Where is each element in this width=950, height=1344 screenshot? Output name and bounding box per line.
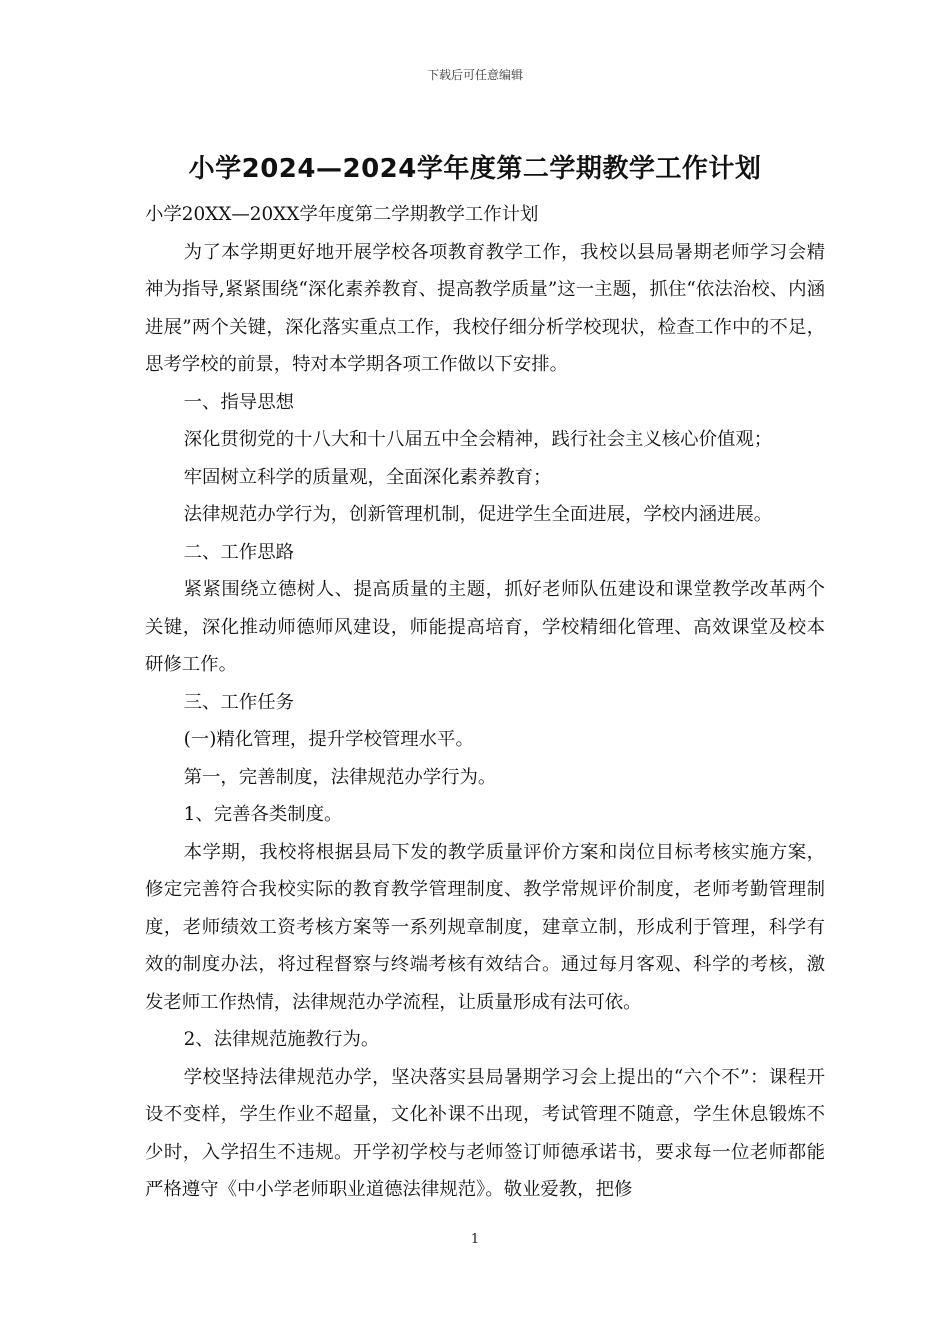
paragraph: 牢固树立科学的质量观，全面深化素养教育； — [183, 466, 552, 488]
paragraph: 紧紧围绕立德树人、提高质量的主题，抓好老师队伍建设和课堂教学改革两个关键，深化推动师德师风建设，师能提高培育，学校精细化管理、高效课堂及校本研修工作。 — [145, 579, 825, 675]
paragraph: 第一，完善制度，法律规范办学行为。 — [183, 766, 497, 788]
list-item-heading: 1、完善各类制度。 — [183, 804, 343, 825]
paragraph: 法律规范办学行为，创新管理机制，促进学生全面进展，学校内涵进展。 — [183, 504, 773, 525]
paragraph: 为了本学期更好地开展学校各项教育教学工作，我校以县局暑期老师学习会精神为指导,紧紧围绕“深化素养教育、提高教学质量”这一主题，抓住“依法治校、内涵进展”两个关键，深化落实重点工作，我校仔细分析学校现状，检查工作中的不足，思考学校的前景，特对本学期各项工作做以下安排。 — [145, 241, 825, 375]
section-heading: 一、指导思想 — [183, 391, 294, 413]
page-number: 1 — [470, 1232, 480, 1247]
paragraph: 学校坚持法律规范办学，坚决落实县局暑期学习会上提出的“六个不”：课程开设不变样，学生作业不超量，文化补课不出现，考试管理不随意，学生休息锻炼不少时，入学招生不违规。开学初学校与老师签订师德承诺书，要求每一位老师都能严格遵守《中小学老师职业道德法律规范》。敬业爱教，把修 — [145, 1066, 825, 1200]
subsection-heading: (一)精化管理，提升学校管理水平。 — [183, 729, 474, 750]
paragraph: 小学20XX—20XX学年度第二学期教学工作计划 — [145, 204, 539, 225]
section-heading: 二、工作思路 — [183, 541, 294, 563]
document-body — [145, 196, 825, 1209]
paragraph: 本学期，我校将根据县局下发的教学质量评价方案和岗位目标考核实施方案，修定完善符合我校实际的教育教学管理制度、教学常规评价制度，老师考勤管理制度，老师绩效工资考核方案等一系列规章制度，建章立制，形成利于管理，科学有效的制度办法，将过程督察与终端考核有效结合。通过每月客观、科学的考核，激发老师工作热情，法律规范办学流程，让质量形成有法可依。 — [145, 841, 825, 1013]
list-item-heading: 2、法律规范施教行为。 — [183, 1029, 380, 1050]
paragraph: 深化贯彻党的十八大和十八届五中全会精神，践行社会主义核心价值观； — [183, 429, 773, 450]
section-heading: 三、工作任务 — [183, 691, 294, 713]
document-title: 小学2024—2024学年度第二学期教学工作计划 — [188, 154, 762, 184]
page-header: 下载后可任意编辑 — [426, 68, 523, 82]
